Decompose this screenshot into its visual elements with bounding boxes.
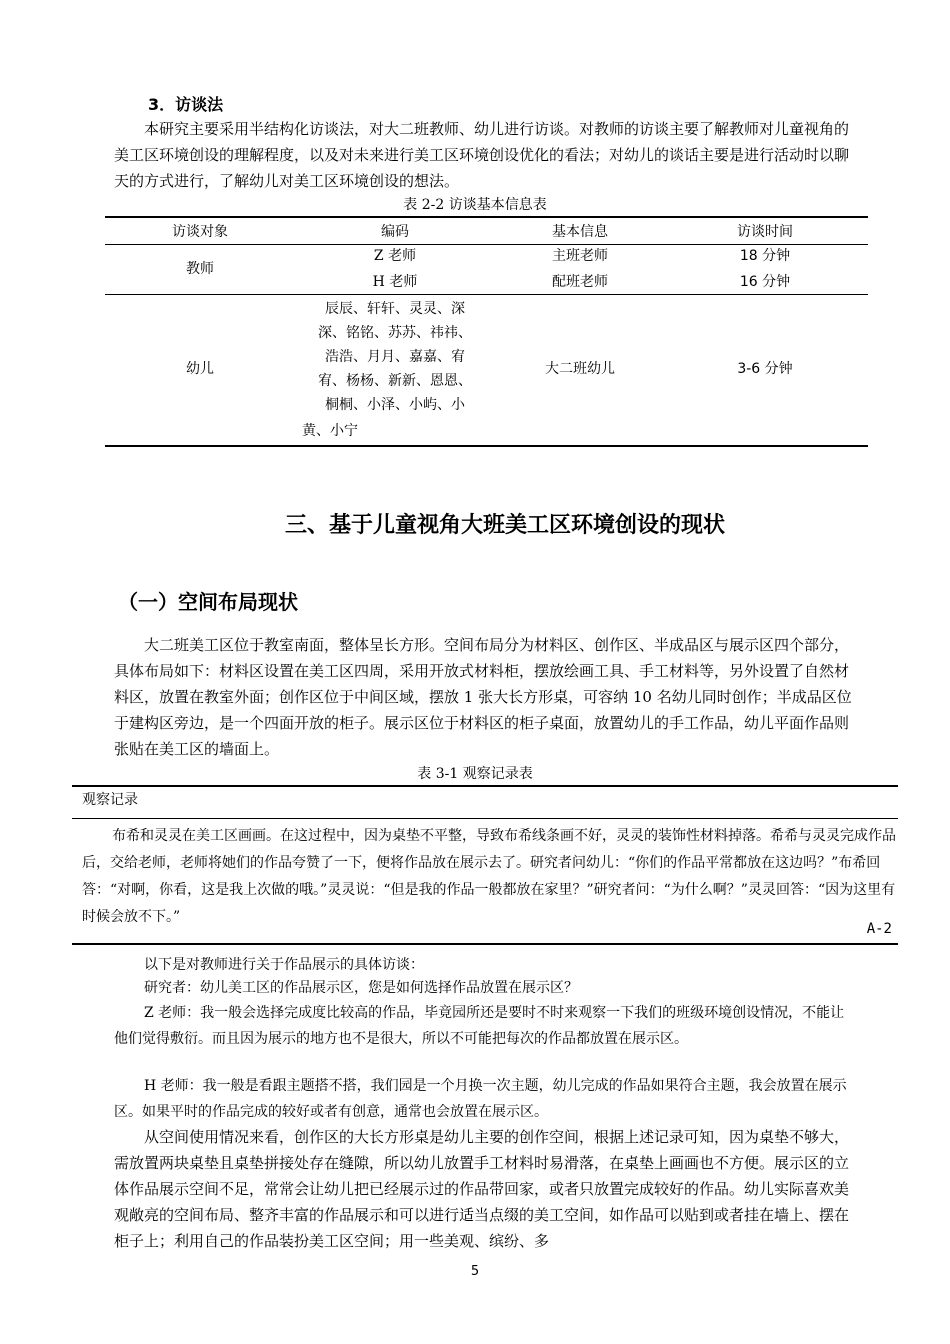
table-caption: 表 3-1 观察记录表 <box>417 766 533 782</box>
subsection-title: （一）空间布局现状 <box>118 590 298 614</box>
table-cell: 3-6 分钟 <box>737 361 793 377</box>
table-header-cell: 基本信息 <box>552 224 608 240</box>
interview-answer-h: H 老师：我一般是看跟主题搭不搭，我们园是一个月换一次主题，幼儿完成的作品如果符合主题，我会放置在展示区。如果平时的作品完成的较好或者有创意，通常也会放置在展示区。 <box>114 1078 847 1120</box>
table-bottom-rule <box>105 445 868 447</box>
table-cell: H 老师 <box>372 274 418 290</box>
table-header-cell: 编码 <box>381 224 409 240</box>
observation-header: 观察记录 <box>82 792 138 808</box>
table-caption: 表 2-2 访谈基本信息表 <box>403 197 547 213</box>
table-header-cell: 访谈对象 <box>172 224 228 240</box>
table-cell-line: 辰辰、轩轩、灵灵、深 <box>325 301 465 317</box>
table-cell: 18 分钟 <box>739 248 791 264</box>
table-cell-line: 桐桐、小泽、小屿、小 <box>325 397 465 413</box>
table-row-rule <box>105 294 868 295</box>
page-number: 5 <box>470 1264 480 1279</box>
group-label-teacher: 教师 <box>186 261 214 277</box>
layout-paragraph: 大二班美工区位于教室南面，整体呈长方形。空间布局分为材料区、创作区、半成品区与展示区四个部分，具体布局如下：材料区设置在美工区四周，采用开放式材料柜，摆放绘画工具、手工材料等，另外设置了自然材料区，放置在教室外面；创作区位于中间区域，摆放 1 张大长方形桌，可容纳 10 名幼儿同时创作；半成品区位于建构区旁边，是一个四面开放的柜子。展示区位于材料区的柜子桌面，放置幼儿的手工作品，幼儿平面作品则张贴在美工区的墙面上。 <box>114 636 852 758</box>
table-cell-line: 深、铭铭、苏苏、祎祎、 <box>318 325 472 341</box>
table-cell: 配班老师 <box>552 274 608 290</box>
method-paragraph: 本研究主要采用半结构化访谈法，对大二班教师、幼儿进行访谈。对教师的访谈主要了解教师对儿童视角的美工区环境创设的理解程度，以及对未来进行美工区环境创设优化的看法；对幼儿的谈话主要是进行活动时以聊天的方式进行，了解幼儿对美工区环境创设的想法。 <box>114 120 850 190</box>
closing-paragraph: 从空间使用情况来看，创作区的大长方形桌是幼儿主要的创作空间，根据上述记录可知，因为桌垫不够大，需放置两块桌垫且桌垫拼接处存在缝隙，所以幼儿放置手工材料时易滑落，在桌垫上画画也不方便。展示区的立体作品展示空间不足，常常会让幼儿把已经展示过的作品带回家，或者只放置完成较好的作品。幼儿实际喜欢美观敞亮的空间布局、整齐丰富的作品展示和可以进行适当点缀的美工空间，如作品可以贴到或者挂在墙上、摆在柜子上；利用自己的作品装扮美工区空间；用一些美观、缤纷、多 <box>114 1128 850 1250</box>
table-top-rule <box>72 785 898 787</box>
group-label-child: 幼儿 <box>186 361 214 377</box>
table-cell-line: 黄、小宁 <box>302 423 358 439</box>
table-cell: 16 分钟 <box>739 274 791 290</box>
interview-question: 研究者：幼儿美工区的作品展示区，您是如何选择作品放置在展示区？ <box>144 980 578 996</box>
table-cell: 主班老师 <box>552 248 608 264</box>
table-bottom-rule <box>72 943 898 945</box>
table-header-rule <box>72 818 898 819</box>
section-heading: 3．访谈法 <box>148 95 224 114</box>
interview-answer-z: Z 老师：我一般会选择完成度比较高的作品，毕竟园所还是要时不时来观察一下我们的班级环境创设情况，不能让他们觉得敷衍。而且因为展示的地方也不是很大，所以不可能把每次的作品都放置在展示区。 <box>114 1005 845 1047</box>
table-cell-line: 浩浩、月月、嘉嘉、宥 <box>325 349 465 365</box>
table-cell: 大二班幼儿 <box>545 361 615 377</box>
chapter-title: 三、基于儿童视角大班美工区环境创设的现状 <box>284 513 725 538</box>
interview-intro: 以下是对教师进行关于作品展示的具体访谈： <box>144 957 424 973</box>
table-header-cell: 访谈时间 <box>737 224 793 240</box>
table-top-rule <box>105 216 868 218</box>
table-cell-line: 宥、杨杨、新新、恩恩、 <box>318 373 472 389</box>
observation-code: A-2 <box>866 921 892 937</box>
table-cell: Z 老师 <box>373 248 417 264</box>
observation-body: 布希和灵灵在美工区画画。在这过程中，因为桌垫不平整，导致布希线条画不好，灵灵的装饰性材料掉落。希希与灵灵完成作品后，交给老师，老师将她们的作品夸赞了一下，便将作品放在展示去了。研究者问幼儿：“你们的作品平常都放在这边吗？”布希回答：“对啊，你看，这是我上次做的哦。”灵灵说：“但是我的作品一般都放在家里？”研究者问：“为什么啊？”灵灵回答：“因为这里有时候会放不下。” <box>82 828 896 925</box>
